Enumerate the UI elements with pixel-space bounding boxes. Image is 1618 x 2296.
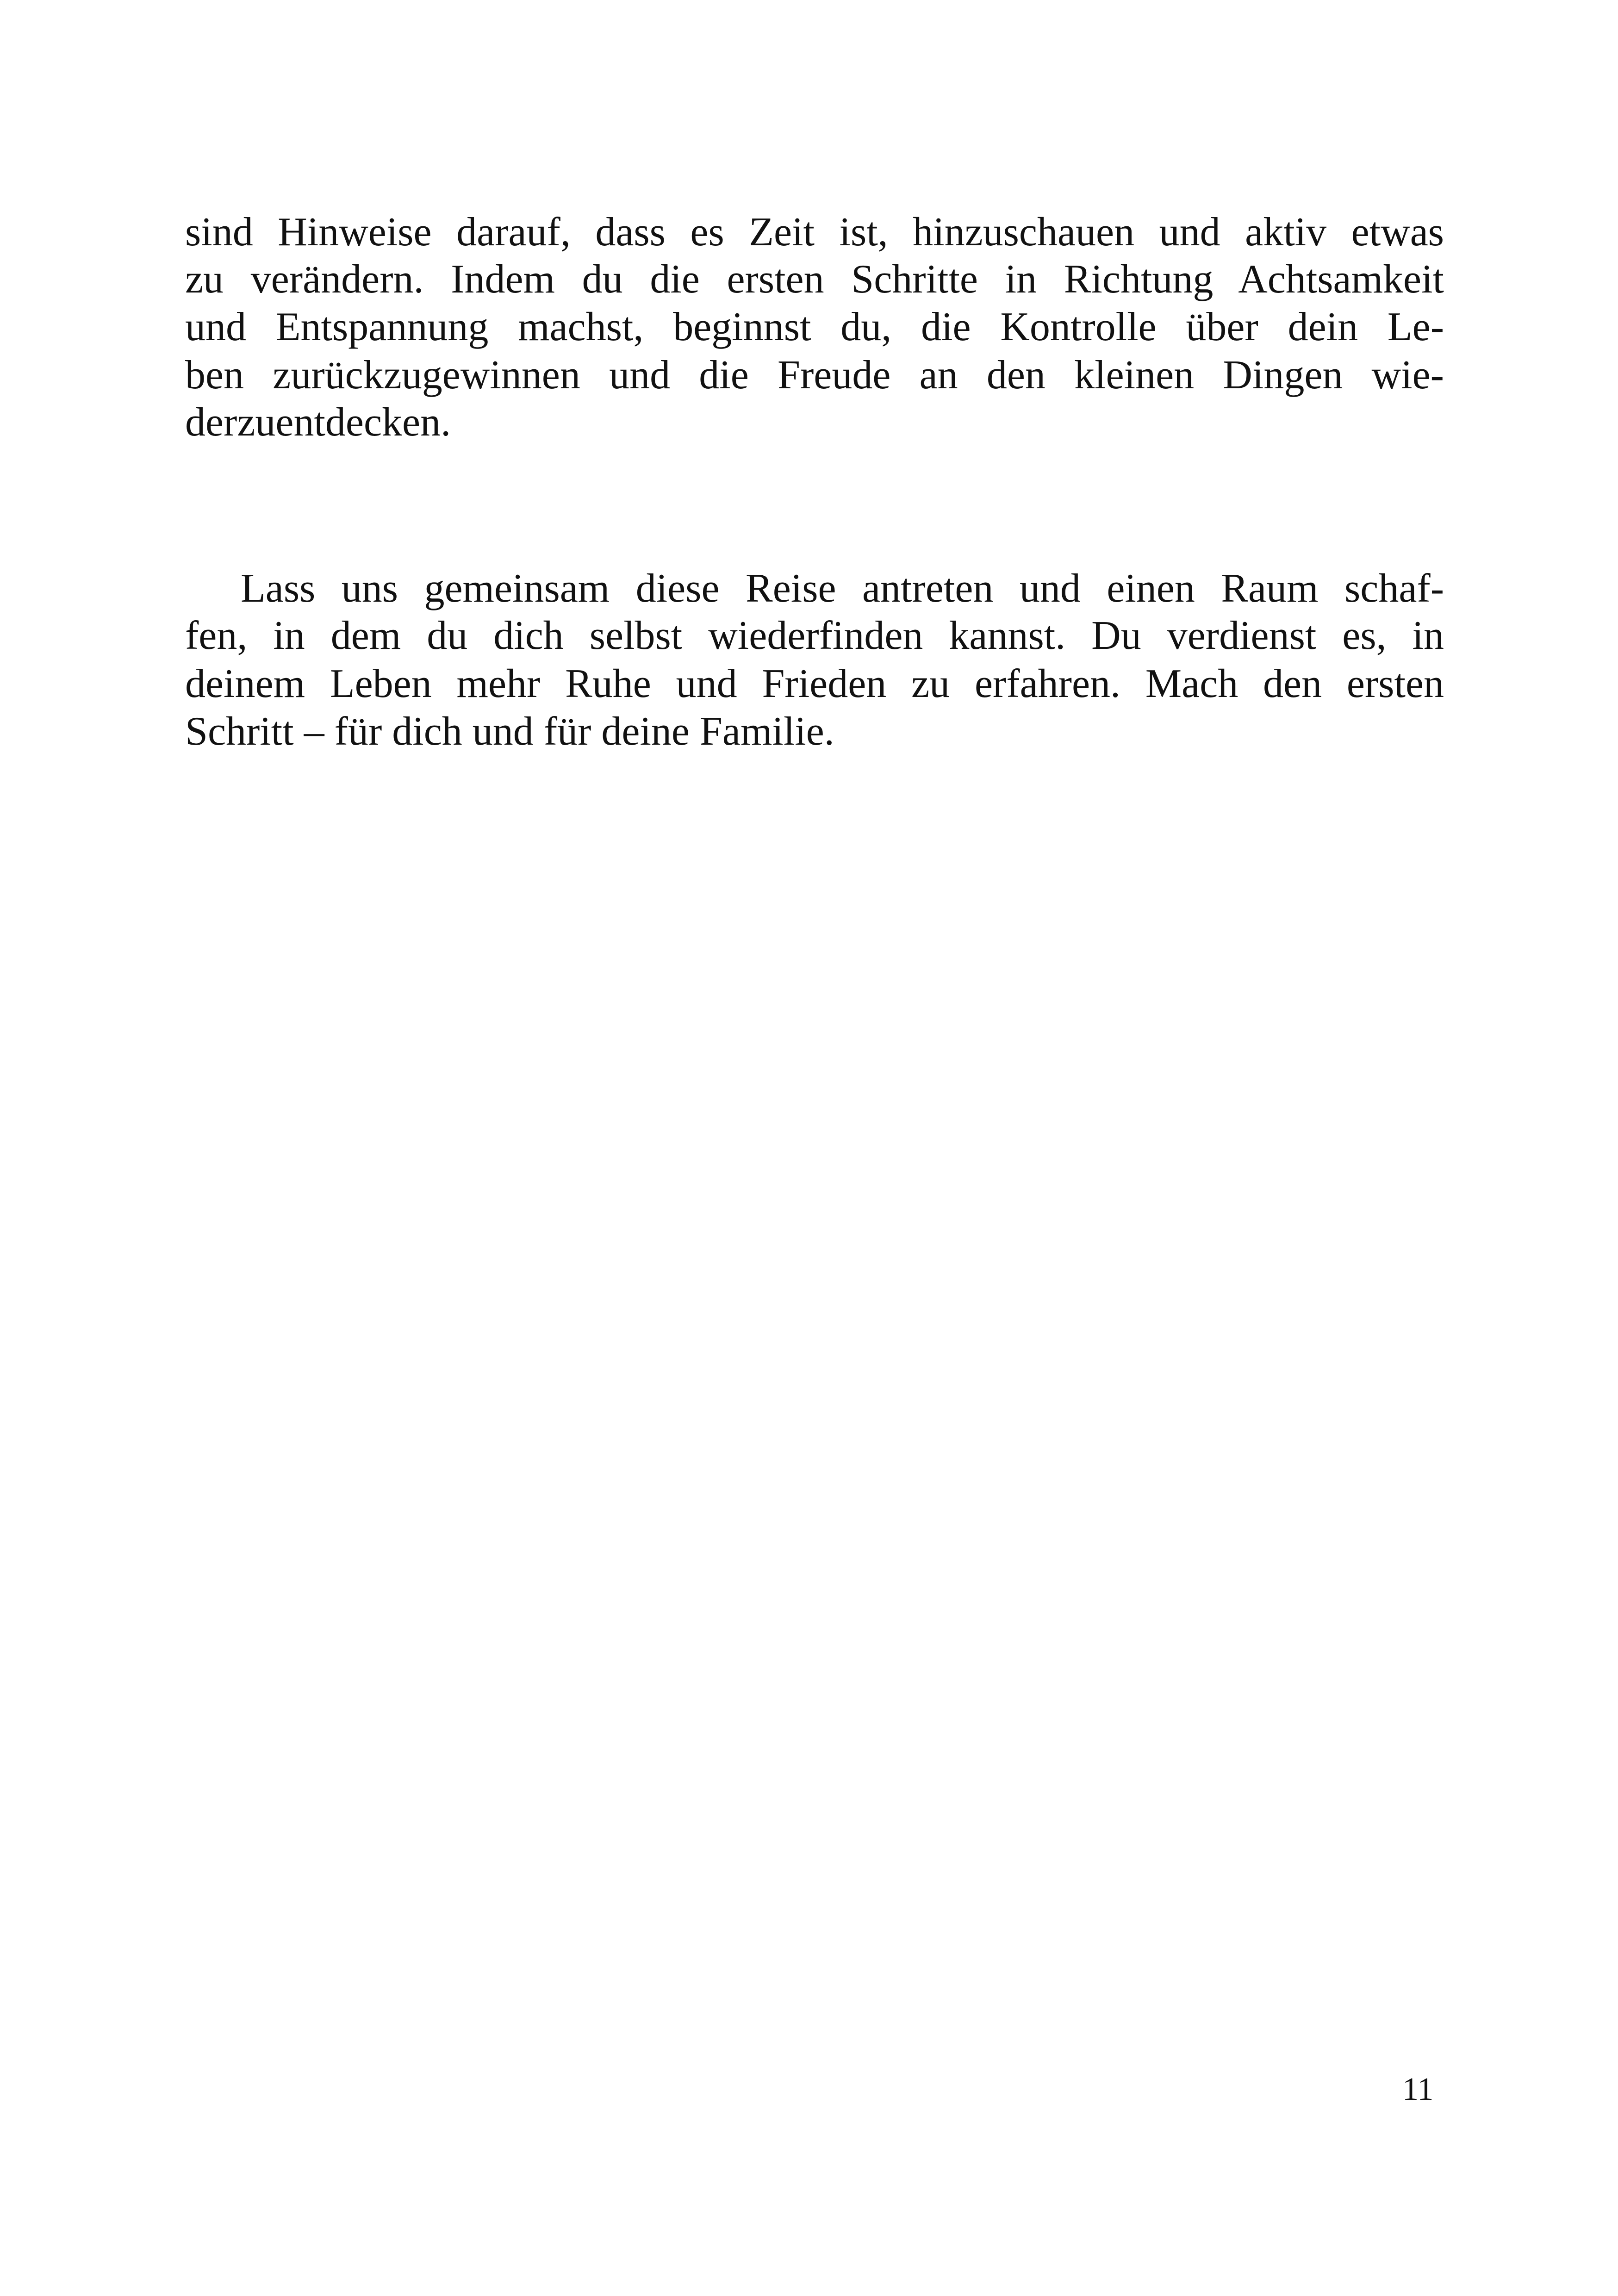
- body-text-line: sind Hinweise darauf, dass es Zeit ist, hinzuschauen und aktiv etwas: [185, 210, 1444, 255]
- body-text-line: Lass uns gemeinsam diese Reise antreten und einen Raum schaf-: [241, 566, 1444, 611]
- body-text-line: Schritt – für dich und für deine Familie.: [185, 709, 834, 754]
- body-text-line: derzuentdecken.: [185, 400, 451, 445]
- body-text-line: deinem Leben mehr Ruhe und Frieden zu erfahren. Mach den ersten: [185, 661, 1444, 706]
- body-text-line: ben zurückzugewinnen und die Freude an den kleinen Dingen wie-: [185, 353, 1444, 398]
- body-text-line: fen, in dem du dich selbst wiederfinden kannst. Du verdienst es, in: [185, 613, 1444, 658]
- body-text-line: zu verändern. Indem du die ersten Schritte in Richtung Achtsamkeit: [185, 257, 1444, 302]
- body-text-line: und Entspannung machst, beginnst du, die Kontrolle über dein Le-: [185, 305, 1444, 349]
- page-number: 11: [1402, 2072, 1434, 2107]
